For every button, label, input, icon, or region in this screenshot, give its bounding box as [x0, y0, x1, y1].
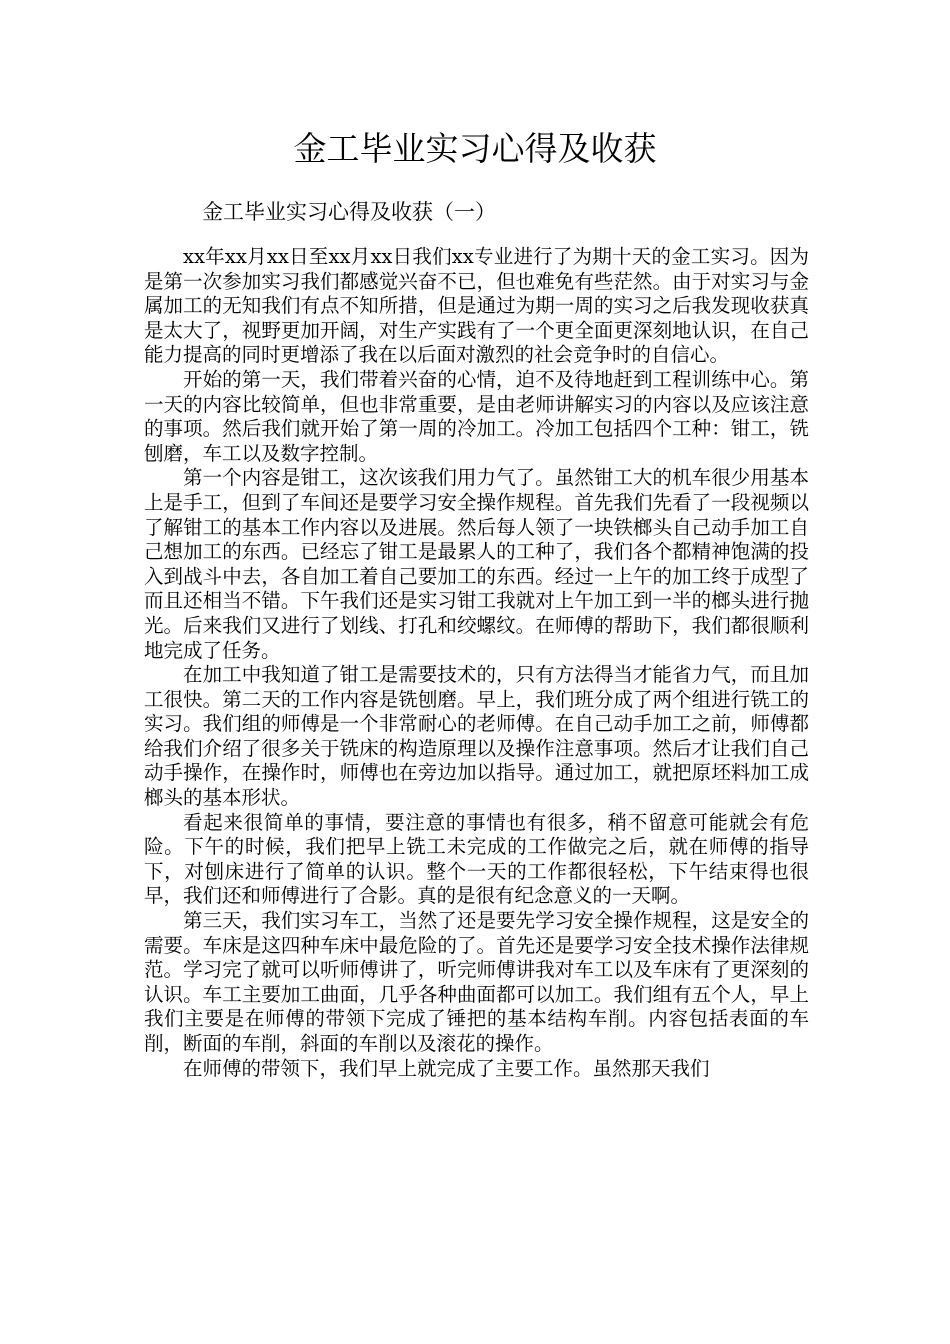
paragraph-6: 第三天，我们实习车工，当然了还是要先学习安全操作规程，这是安全的需要。车床是这四种车床中最危险的了。首先还是要学习安全技术操作法律规范。学习完了就可以听师傅讲了，听完师傅讲我对车工以及车床有了更深刻的认识。车工主要加工曲面，几乎各种曲面都可以加工。我们组有五个人，早上我们主要是在师傅的带领下完成了锤把的基本结构车削。内容包括表面的车削，断面的车削，斜面的车削以及滚花的操作。 [144, 909, 809, 1055]
paragraph-2: 开始的第一天，我们带着兴奋的心情，迫不及待地赶到工程训练中心。第一天的内容比较简单，但也非常重要，是由老师讲解实习的内容以及应该注意的事项。然后我们就开始了第一周的冷加工。冷加工包括四个工种：钳工，铣刨磨，车工以及数字控制。 [144, 367, 809, 465]
document-title: 金工毕业实习心得及收获 [293, 129, 657, 168]
paragraph-5: 看起来很简单的事情，要注意的事情也有很多，稍不留意可能就会有危险。下午的时候，我们把早上铣工未完成的工作做完之后，就在师傅的指导下，对刨床进行了简单的认识。整个一天的工作都很轻松，下午结束得也很早，我们还和师傅进行了合影。真的是很有纪念意义的一天啊。 [144, 810, 809, 908]
document-subtitle: 金工毕业实习心得及收获（一） [202, 200, 496, 224]
document-body [144, 245, 809, 1081]
paragraph-1: xx年xx月xx日至xx月xx日我们xx专业进行了为期十天的金工实习。因为是第一次参加实习我们都感觉兴奋不已，但也难免有些茫然。由于对实习与金属加工的无知我们有点不知所措，但是通过为期一周的实习之后我发现收获真是太大了，视野更加开阔，对生产实践有了一个更全面更深刻地认识，在自己能力提高的同时更增添了我在以后面对激烈的社会竞争时的自信心。 [144, 245, 809, 367]
paragraph-3: 第一个内容是钳工，这次该我们用力气了。虽然钳工大的机车很少用基本上是手工，但到了车间还是要学习安全操作规程。首先我们先看了一段视频以了解钳工的基本工作内容以及进展。然后每人领了一块铁榔头自己动手加工自己想加工的东西。已经忘了钳工是最累人的工种了，我们各个都精神饱满的投入到战斗中去，各自加工着自己要加工的东西。经过一上午的加工终于成型了而且还相当不错。下午我们还是实习钳工我就对上午加工到一半的榔头进行抛光。后来我们又进行了划线、打孔和绞螺纹。在师傅的帮助下，我们都很顺利地完成了任务。 [144, 466, 809, 662]
paragraph-7: 在师傅的带领下，我们早上就完成了主要工作。虽然那天我们 [183, 1056, 710, 1080]
paragraph-4: 在加工中我知道了钳工是需要技术的，只有方法得当才能省力气，而且加工很快。第二天的工作内容是铣刨磨。早上，我们班分成了两个组进行铣工的实习。我们组的师傅是一个非常耐心的老师傅。在自己动手加工之前，师傅都给我们介绍了很多关于铣床的构造原理以及操作注意事项。然后才让我们自己动手操作，在操作时，师傅也在旁边加以指导。通过加工，就把原坯料加工成榔头的基本形状。 [144, 663, 809, 810]
